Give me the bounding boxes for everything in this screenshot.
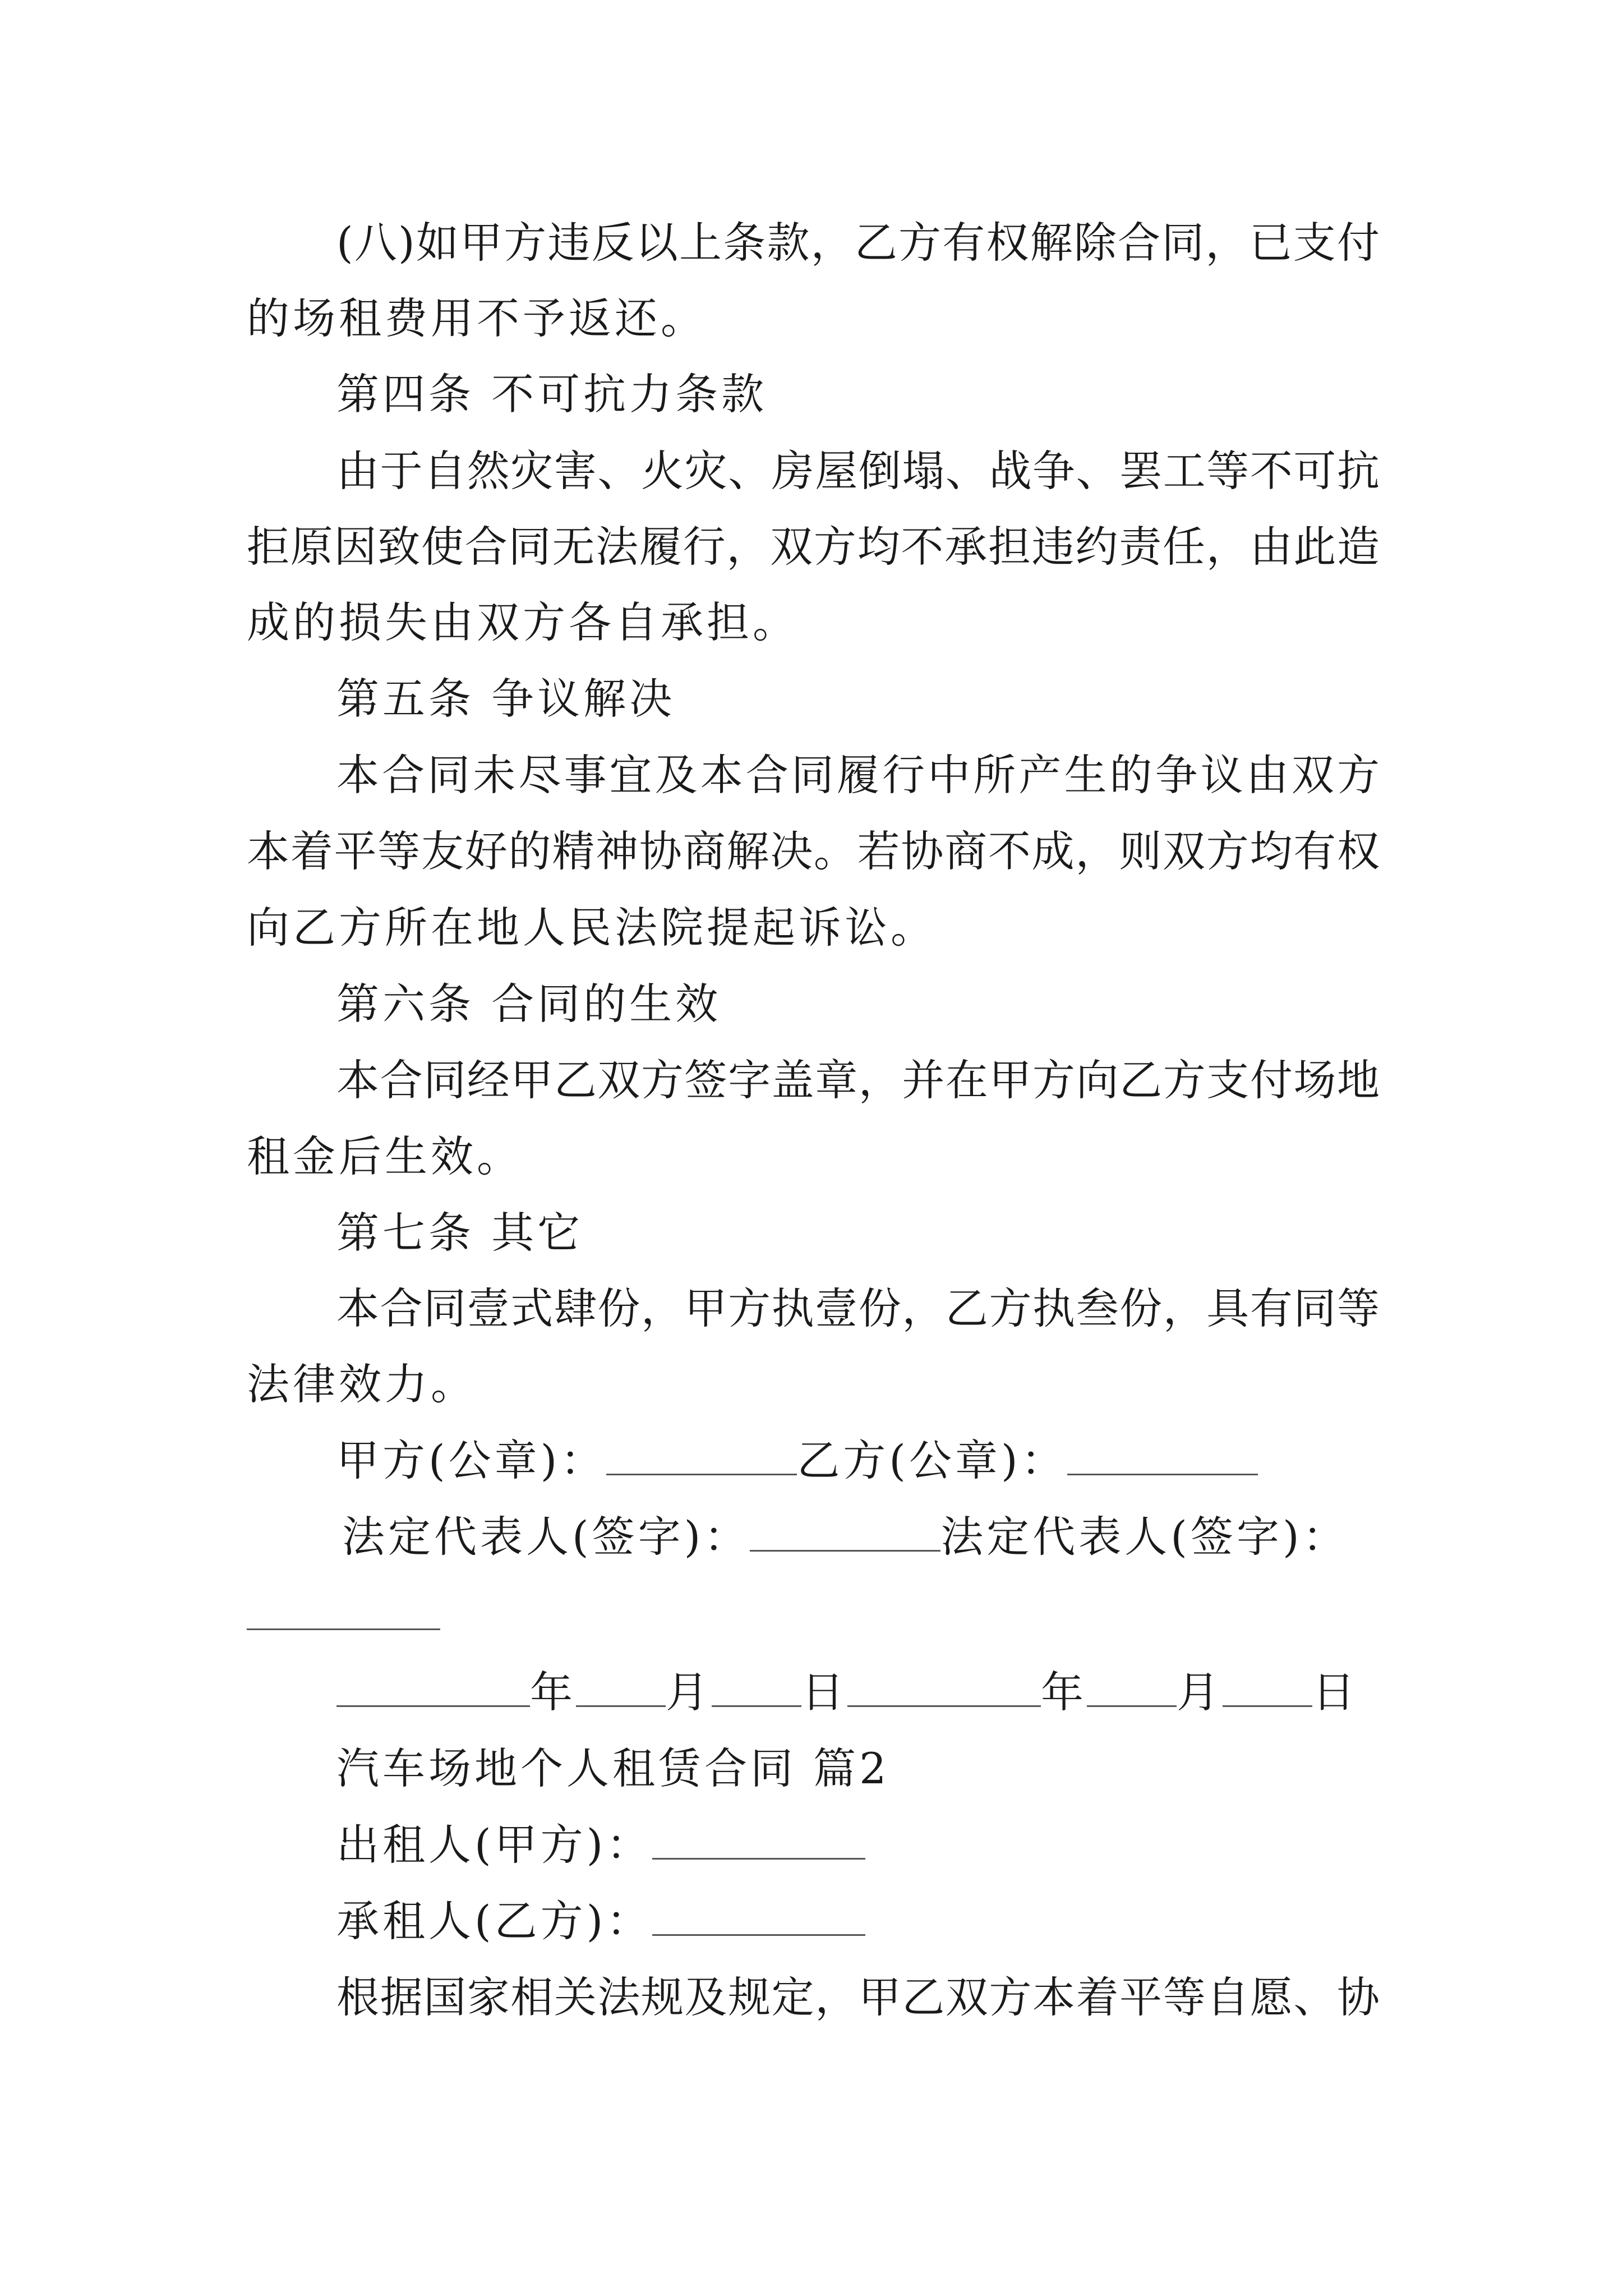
day-blank — [712, 1665, 801, 1707]
seal-line — [336, 1433, 1258, 1489]
paragraph-line: 根据国家相关法规及规定，甲乙双方本着平等自愿、协 — [336, 1972, 1380, 2022]
rep-a-blank — [750, 1510, 940, 1552]
party-b-seal-blank — [1067, 1433, 1258, 1475]
year-label: 年 — [1041, 1667, 1087, 1717]
year-label: 年 — [530, 1667, 576, 1717]
day-label: 日 — [801, 1667, 847, 1717]
paragraph-line: 本合同未尽事宜及本合同履行中所产生的争议由双方 — [336, 750, 1380, 800]
rep-a-label: 法定代表人(签字)： — [342, 1512, 750, 1562]
paragraph-line: 法律效力。 — [247, 1359, 477, 1409]
month-label: 月 — [666, 1667, 712, 1717]
paragraph-line: 本合同壹式肆份，甲方执壹份，乙方执叁份，具有同等 — [336, 1283, 1380, 1333]
month-blank — [576, 1665, 666, 1707]
party-a-seal-blank — [606, 1433, 797, 1475]
day-blank — [1223, 1665, 1312, 1707]
paragraph-line: 由于自然灾害、火灾、房屋倒塌、战争、罢工等不可抗 — [336, 446, 1380, 496]
section-heading: 第六条 合同的生效 — [336, 979, 722, 1029]
paragraph-line: (八)如甲方违反以上条款，乙方有权解除合同，已支付 — [336, 218, 1380, 268]
paragraph-line: 向乙方所在地人民法院提起诉讼。 — [247, 903, 937, 953]
lessee-label: 承租人(乙方)： — [336, 1896, 653, 1946]
paragraph-line: 的场租费用不予返还。 — [247, 293, 707, 343]
lessee-blank — [652, 1894, 865, 1936]
lessor-line — [336, 1817, 865, 1873]
party-a-seal-label: 甲方(公章)： — [336, 1435, 607, 1485]
paragraph-line: 本着平等友好的精神协商解决。若协商不成，则双方均有权 — [247, 826, 1380, 876]
representative-line — [342, 1509, 1349, 1565]
month-blank — [1087, 1665, 1177, 1707]
year-blank — [336, 1665, 530, 1707]
paragraph-line: 本合同经甲乙双方签字盖章，并在甲方向乙方支付场地 — [336, 1055, 1380, 1105]
paragraph-line: 拒原因致使合同无法履行，双方均不承担违约责任，由此造 — [247, 522, 1380, 572]
month-label: 月 — [1177, 1667, 1223, 1717]
year-blank — [847, 1665, 1041, 1707]
lessee-line — [336, 1893, 865, 1949]
paragraph-line: 成的损失由双方各自承担。 — [247, 597, 799, 647]
date-line — [336, 1664, 1358, 1720]
rep-b-blank — [247, 1628, 440, 1630]
lessor-blank — [652, 1818, 865, 1860]
rep-b-label: 法定代表人(签字)： — [940, 1512, 1349, 1562]
paragraph-line: 租金后生效。 — [247, 1131, 523, 1181]
section-heading: 第四条 不可抗力条款 — [336, 369, 768, 419]
section-heading: 第五条 争议解决 — [336, 674, 676, 724]
section-heading: 第七条 其它 — [336, 1208, 584, 1258]
day-label: 日 — [1312, 1667, 1358, 1717]
lessor-label: 出租人(甲方)： — [336, 1820, 653, 1870]
section-2-title: 汽车场地个人租赁合同 篇2 — [336, 1743, 890, 1793]
party-b-seal-label: 乙方(公章)： — [797, 1435, 1067, 1485]
